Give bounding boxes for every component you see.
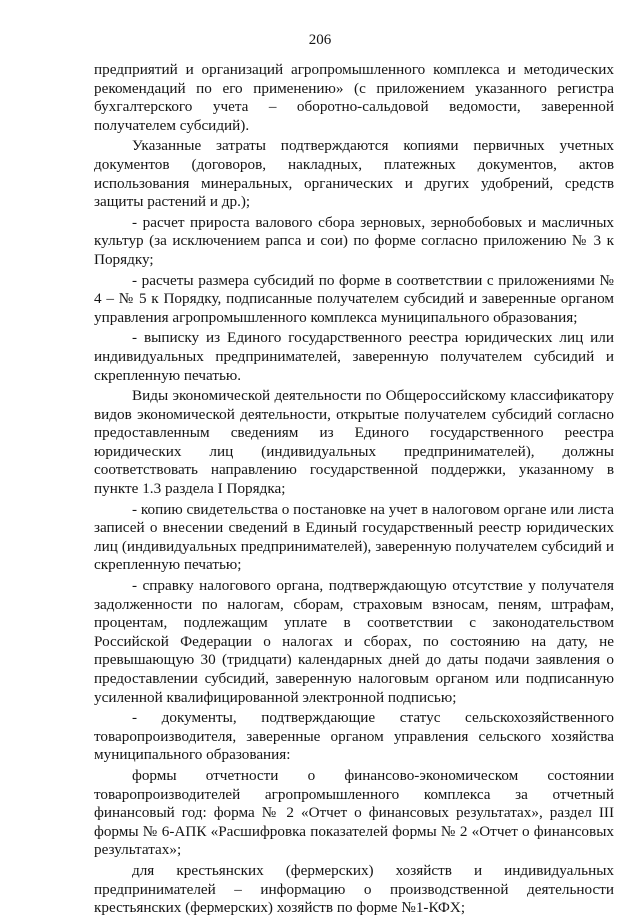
paragraph: - копию свидетельства о постановке на учет в налоговом органе или листа записей о внесении сведений в Единый государственный реестр юридических лиц (индивидуальных предпринимателей), заверенную получателем субсидий и скрепленную печатью; [94, 500, 614, 574]
paragraph: - расчеты размера субсидий по форме в соответствии с приложениями № 4 – № 5 к Порядку, подписанные получателем субсидий и заверенные органом управления агропромышленного комплекса муниципального образования; [94, 271, 614, 326]
paragraph: - расчет прироста валового сбора зерновых, зернобобовых и масличных культур (за исключением рапса и сои) по форме согласно приложению № 3 к Порядку; [94, 213, 614, 268]
page-number: 206 [308, 32, 332, 48]
paragraph: Виды экономической деятельности по Общероссийскому классификатору видов экономической деятельности, открытые получателем субсидий согласно предоставленным сведениям из Единого государственного реестра юридических лиц (индивидуальных предпринимателей), должны соответствовать направлению государственной поддержки, указанному в пункте 1.3 раздела I Порядка; [94, 387, 614, 498]
paragraph: для крестьянских (фермерских) хозяйств и индивидуальных предпринимателей – информацию о производственной деятельности крестьянских (фермерских) хозяйств по форме №1-КФХ; [94, 861, 614, 917]
paragraph: предприятий и организаций агропромышленного комплекса и методических рекомендаций по его применению» (с приложением указанного регистра бухгалтерского учета – оборотно-сальдовой ведомости, заверенной получателем субсидий). [94, 61, 614, 134]
paragraph: - выписку из Единого государственного реестра юридических лиц или индивидуальных предпринимателей, заверенную получателем субсидий и скрепленную печатью. [94, 329, 614, 384]
paragraph: - документы, подтверждающие статус сельскохозяйственного товаропроизводителя, заверенные органом управления сельского хозяйства муниципального образования: [94, 709, 614, 764]
document-body [94, 61, 614, 920]
paragraph: формы отчетности о финансово-экономическом состоянии товаропроизводителей агропромышленного комплекса за отчетный финансовый год: форма № 2 «Отчет о финансовых результатах», раздел III формы № 6-АПК «Расшифровка показателей формы № 2 «Отчет о финансовых результатах»; [94, 766, 614, 859]
paragraph: - справку налогового органа, подтверждающую отсутствие у получателя задолженности по налогам, сборам, страховым взносам, пеням, штрафам, процентам, подлежащим уплате в соответствии с законодательством Российской Федерации о налогах и сборах, по состоянию на дату, не превышающую 30 (тридцати) календарных дней до даты подачи заявления о предоставлении субсидий, заверенную налоговым органом или подписанную усиленной квалифицированной электронной подписью; [94, 577, 614, 706]
paragraph: Указанные затраты подтверждаются копиями первичных учетных документов (договоров, накладных, платежных документов, актов использования минеральных, органических и других удобрений, средств защиты растений и др.); [94, 137, 614, 211]
